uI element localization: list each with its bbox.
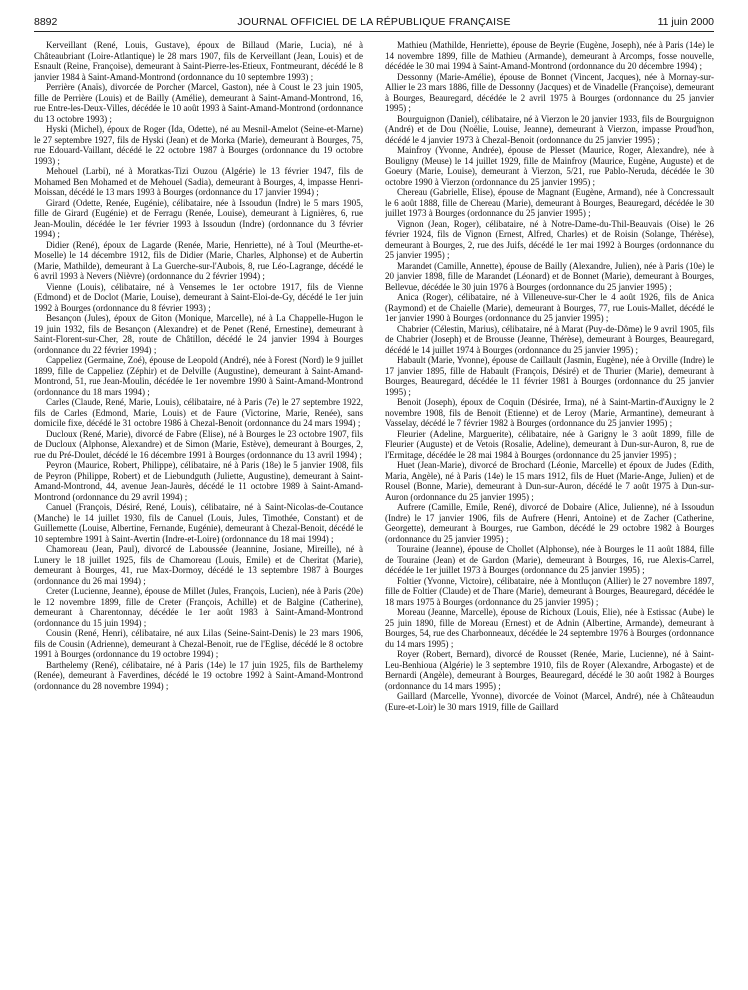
notice-entry: Mehouel (Larbi), né à Moratkas-Tizi Ouzou (Algérie) le 13 février 1947, fils de Mohamed Ben Mohamed et de Mehouel (Sadia), demeurant à Bourges, 4, impasse Henri-Moissan, décédé le 13 mars 1993 à Bourges (ordonnance du 17 janvier 1994) ; [34,166,363,197]
notice-entry: Hyski (Michel), époux de Roger (Ida, Odette), né au Mesnil-Amelot (Seine-et-Marne) le 27 septembre 1927, fils de Hyski (Jean) et de Morka (Marie), demeurant à Bourges, 75, rue Edouard-Vaillant, décédé le 22 octobre 1987 à Bourges (ordonnance du 19 octobre 1993) ; [34,124,363,166]
notice-entry: Kerveillant (René, Louis, Gustave), époux de Billaud (Marie, Lucia), né à Châteaubriant (Loire-Atlantique) le 28 mars 1907, fils de Kerveillant (Jean, Louis) et de Esnault (Reine, Françoise), demeurant à Saint-Pierre-les-Etieux, Fontmeurant, décédé le 8 janvier 1984 à Saint-Amand-Montrond (ordonnance du 10 septembre 1993) ; [34,40,363,82]
notice-entry: Barthelemy (René), célibataire, né à Paris (14e) le 17 juin 1925, fils de Barthelemy (Renée), demeurant à Faverdines, décédé le 19 octobre 1992 à Saint-Amand-Montrond (ordonnance du 28 novembre 1994) ; [34,659,363,691]
notice-entry: Moreau (Jeanne, Marcelle), épouse de Richoux (Louis, Elie), née à Estissac (Aube) le 25 juin 1890, fille de Moreau (Ernest) et de Adnin (Albertine, Armande), demeurant à Bourges, 54, rue des Charbonneaux, décédée le 24 septembre 1976 à Bourges (ordonnance du 14 mars 1995) ; [385,607,714,649]
notice-entry: Besançon (Jules), époux de Giton (Monique, Marcelle), né à La Chappelle-Hugon le 19 juin 1932, fils de Besançon (Alexandre) et de Penet (René, Ernestine), demeurant à Saint-Florent-sur-Cher, 28, route de Châtillon, décédé le 24 janvier 1994 à Bourges (ordonnance du 22 février 1994) ; [34,313,363,355]
notice-entry: Mainfroy (Yvonne, Andrée), épouse de Plesset (Maurice, Roger, Alexandre), née à Bouligny (Meuse) le 14 juillet 1929, fille de Mainfroy (Maurice, Eugène, Auguste) et de Goeury (Marie, Louise), demeurant à Vierzon, 5/21, rue Pablo-Neruda, décédée le 30 octobre 1990 à Vierzon (ordonnance du 25 janvier 1995) ; [385,145,714,187]
notice-entry: Peyron (Maurice, Robert, Philippe), célibataire, né à Paris (18e) le 5 janvier 1908, fils de Peyron (Philippe, Robert) et de Liebundguth (Juliette, Augustine), demeurant à Saint-Amand-Montrond, 44, avenue Jean-Jaurès, décédé le 11 octobre 1989 à Saint-Amand-Montrond (ordonnance du 29 avril 1994) ; [34,460,363,502]
notice-entry: Fleurier (Adeline, Marguerite), célibataire, née à Garigny le 3 août 1899, fille de Fleurier (Auguste) et de Vetois (Rosalie, Adeline), demeurant à Dun-sur-Auron, 8, rue de l'Ermitage, décédée le 28 mai 1984 à Bourges (ordonnance du 25 janvier 1995) ; [385,428,714,460]
notice-entry: Perrière (Anaïs), divorcée de Porcher (Marcel, Gaston), née à Coust le 23 juin 1905, fille de Perrière (Louis) et de Bailly (Amélie), demeurant à Saint-Amand-Montrond, 16, rue Entre-les-Deux-Villes, décédée le 10 août 1993 à Saint-Amand-Montrond (ordonnance du 13 octobre 1993) ; [34,82,363,124]
notice-entry: Dessonny (Marie-Amélie), épouse de Bonnet (Vincent, Jacques), née à Mornay-sur-Allier le 23 mars 1886, fille de Dessonny (Jacques) et de Vinadelle (Françoise), demeurant à Bourges, Beauregard, décédée le 2 avril 1975 à Bourges (ordonnance du 25 janvier 1995) ; [385,71,714,113]
notice-entry: Royer (Robert, Bernard), divorcé de Rousset (Renée, Marie, Lucienne), né à Saint-Leu-Benhioua (Algérie) le 3 septembre 1910, fils de Royer (Alexandre, Arbogaste) et de Bernardi (Angèle), demeurant à Bourges, Beauregard, décédé le 30 août 1982 à Bourges (ordonnance du 14 mars 1995) ; [385,649,714,691]
notice-entry: Canuel (François, Désiré, René, Louis), célibataire, né à Saint-Nicolas-de-Coutance (Manche) le 14 juillet 1930, fils de Canuel (Louis, Jules, Timothée, Constant) et de Guillemette (Louise, Albertine, Fernande, Eugénie), demeurant à Chezal-Benoit, décédé le 10 septembre 1991 à Saint-Avertin (Indre-et-Loire) (ordonnance du 18 mai 1994) ; [34,502,363,544]
notice-entry: Creter (Lucienne, Jeanne), épouse de Millet (Jules, François, Lucien), née à Paris (20e) le 12 novembre 1899, fille de Creter (François, Achille) et de Balgine (Catherine), demeurant à Charentonnay, décédée le 1er août 1983 à Saint-Amand-Montrond (ordonnance du 15 juin 1994) ; [34,586,363,628]
notice-entry: Cappeliez (Germaine, Zoé), épouse de Leopold (André), née à Forest (Nord) le 9 juillet 1899, fille de Cappeliez (Zéphir) et de Delville (Augustine), demeurant à Saint-Amand-Montrond, 51, rue Jean-Moulin, décédée le 1er novembre 1990 à Saint-Amand-Montrond (ordonnance du 18 mars 1994) ; [34,355,363,397]
issue-date: 11 juin 2000 [657,16,714,28]
notice-entry: Vignon (Jean, Roger), célibataire, né à Notre-Dame-du-Thil-Beauvais (Oise) le 26 février 1924, fils de Vignon (Ernest, Alfred, Charles) et de Roisin (Solange, Thérèse), demeurant à Bourges, 2, rue des Juifs, décédé le 1er mai 1992 à Bourges (ordonnance du 25 janvier 1995) ; [385,218,714,260]
notice-entry: Didier (René), époux de Lagarde (Renée, Marie, Henriette), né à Toul (Meurthe-et-Moselle) le 14 décembre 1912, fils de Didier (Marie, Charles, Alphonse) et de Aubertin (Marie, Mathilde), demeurant à La Guerche-sur-l'Aubois, 8, rue Léo-Lagrange, décédé le 6 avril 1993 à Nevers (Nièvre) (ordonnance du 2 février 1994) ; [34,239,363,281]
header-rule [34,31,714,32]
notice-entry: Chereau (Gabrielle, Elise), épouse de Magnant (Eugène, Armand), née à Concressault le 6 août 1888, fille de Chereau (Marie), demeurant à Bourges, Beauregard, décédée le 30 juillet 1973 à Bourges (ordonnance du 25 janvier 1995) ; [385,187,714,218]
notice-entry: Vienne (Louis), célibataire, né à Vensemes le 1er octobre 1917, fils de Vienne (Edmond) et de Doclot (Marie, Louise), demeurant à Saint-Eloi-de-Gy, décédé le 1er juin 1992 à Bourges (ordonnance du 8 février 1993) ; [34,281,363,313]
notice-entry: Gaillard (Marcelle, Yvonne), divorcée de Voinot (Marcel, André), née à Châteaudun (Eure-et-Loir) le 30 mars 1919, fille de Gaillard [385,691,714,712]
notice-entry: Bourguignon (Daniel), célibataire, né à Vierzon le 20 janvier 1933, fils de Bourguignon (André) et de Dou (Noëlie, Louise, Jeanne), demeurant à Vierzon, impasse Proud'hon, décédé le 4 janvier 1973 à Chezal-Benoit (ordonnance du 25 janvier 1995) ; [385,113,714,145]
notice-entry: Cousin (René, Henri), célibataire, né aux Lilas (Seine-Saint-Denis) le 23 mars 1906, fils de Cousin (Adrienne), demeurant à Chezal-Benoit, rue de l'Eglise, décédé le 8 octobre 1991 à Bourges (ordonnance du 19 octobre 1994) ; [34,628,363,659]
notice-entry: Huet (Jean-Marie), divorcé de Brochard (Léonie, Marcelle) et époux de Judes (Edith, Maria, Angèle), né à Paris (14e) le 15 mars 1912, fils de Huet (Marie-Ange, Julien) et de Rousel (Bonne, Marie), demeurant à Dun-sur-Auron, décédé le 7 août 1975 à Dun-sur-Auron (ordonnance du 25 janvier 1995) ; [385,460,714,502]
page-number: 8892 [34,16,58,28]
notice-entry: Chabrier (Célestin, Marius), célibataire, né à Marat (Puy-de-Dôme) le 9 avril 1905, fils de Chabrier (Joseph) et de Brousse (Jeanne, Thérèse), demeurant à Bourges, Beauregard, décédé le 14 juillet 1974 à Bourges (ordonnance du 25 janvier 1995) ; [385,323,714,355]
notice-entry: Touraine (Jeanne), épouse de Chollet (Alphonse), née à Bourges le 11 août 1884, fille de Touraine (Jean) et de Gardon (Marie), demeurant à Bourges, 16, rue Alexis-Carrel, décédée le 1er juillet 1973 à Bourges (ordonnance du 25 janvier 1995) ; [385,544,714,575]
notice-entry: Foltier (Yvonne, Victoire), célibataire, née à Montluçon (Allier) le 27 novembre 1897, fille de Foltier (Claude) et de Thare (Marie), demeurant à Bourges, Beauregard, décédée le 18 mars 1975 à Bourges (ordonnance du 25 janvier 1995) ; [385,575,714,607]
right-column [385,40,714,985]
notice-entry: Anica (Roger), célibataire, né à Villeneuve-sur-Cher le 4 août 1926, fils de Anica (Raymond) et de Chaielle (Marie), demeurant à Bourges, 77, rue Louis-Mallet, décédé le 1er janvier 1990 à Bourges (ordonnance du 25 janvier 1995) ; [385,292,714,323]
journal-title: JOURNAL OFFICIEL DE LA RÉPUBLIQUE FRANÇAISE [237,16,511,28]
notice-entry: Mathieu (Mathilde, Henriette), épouse de Beyrie (Eugène, Joseph), née à Paris (14e) le 14 novembre 1899, fille de Mathieu (Armande), demeurant à Arcomps, fosse nouvelle, décédée le 30 mai 1994 à Saint-Amand-Montrond (ordonnance du 20 décembre 1994) ; [385,40,714,71]
notice-entry: Aufrere (Camille, Emile, René), divorcé de Dobaire (Alice, Julienne), né à Issoudun (Indre) le 17 janvier 1906, fils de Aufrere (Henri, Antoine) et de Zacher (Catherine, Georgette), demeurant à Bourges, rue Gambon, décédé le 29 octobre 1982 à Bourges (ordonnance du 25 janvier 1995) ; [385,502,714,544]
page-header [34,16,714,32]
notice-entry: Benoit (Joseph), époux de Coquin (Désirée, Irma), né à Saint-Martin-d'Auxigny le 2 novembre 1908, fils de Benoit (Etienne) et de Leroy (Marie, Armantine), demeurant à Vasselay, décédé le 7 février 1982 à Bourges (ordonnance du 25 janvier 1995) ; [385,397,714,428]
left-column [34,40,363,985]
notice-entry: Marandet (Camille, Annette), épouse de Bailly (Alexandre, Julien), née à Paris (10e) le 20 janvier 1898, fille de Marandet (Léonard) et de Bonnet (Marie), demeurant à Bourges, Bellevue, décédée le 30 juin 1976 à Bourges (ordonnance du 25 janvier 1995) ; [385,260,714,292]
notice-entry: Ducloux (René, Marie), divorcé de Fabre (Elise), né à Bourges le 23 octobre 1907, fils de Ducloux (Alphonse, Alexandre) et de Simon (Marie, Estève), demeurant à Bourges, 2, rue du Pré-Doulet, décédé le 16 décembre 1991 à Bourges (ordonnance du 13 avril 1994) ; [34,428,363,460]
notice-entry: Habault (Marie, Yvonne), épouse de Caillault (Jasmin, Eugène), née à Orville (Indre) le 17 janvier 1895, fille de Habault (François, Désiré) et de Thurier (Marie), demeurant à Bourges, Beauregard, décédée le 11 février 1981 à Bourges (ordonnance du 25 janvier 1995) ; [385,355,714,397]
notice-entry: Chamoreau (Jean, Paul), divorcé de Laboussée (Jeannine, Josiane, Mireille), né à Lunery le 18 juillet 1925, fils de Chamoreau (Louis, Emile) et de Cheritat (Marie), demeurant à Bourges, 41, rue Max-Dormoy, décédé le 13 septembre 1987 à Bourges (ordonnance du 26 mai 1994) ; [34,544,363,586]
notice-entry: Girard (Odette, Renée, Eugénie), célibataire, née à Issoudun (Indre) le 5 mars 1905, fille de Girard (Eugénie) et de Ferragu (Renée, Louise), demeurant à Lignières, 6, rue Jean-Moulin, décédée le 1er février 1993 à Issoudun (Indre) (ordonnance du 3 février 1994) ; [34,197,363,239]
notice-entry: Carles (Claude, René, Marie, Louis), célibataire, né à Paris (7e) le 27 septembre 1922, fils de Carles (Edmond, Marie, Louis) et de Faure (Victorine, Marie, Renée), sans domicile fixe, décédé le 31 octobre 1986 à Chezal-Benoit (ordonnance du 24 mars 1994) ; [34,397,363,428]
